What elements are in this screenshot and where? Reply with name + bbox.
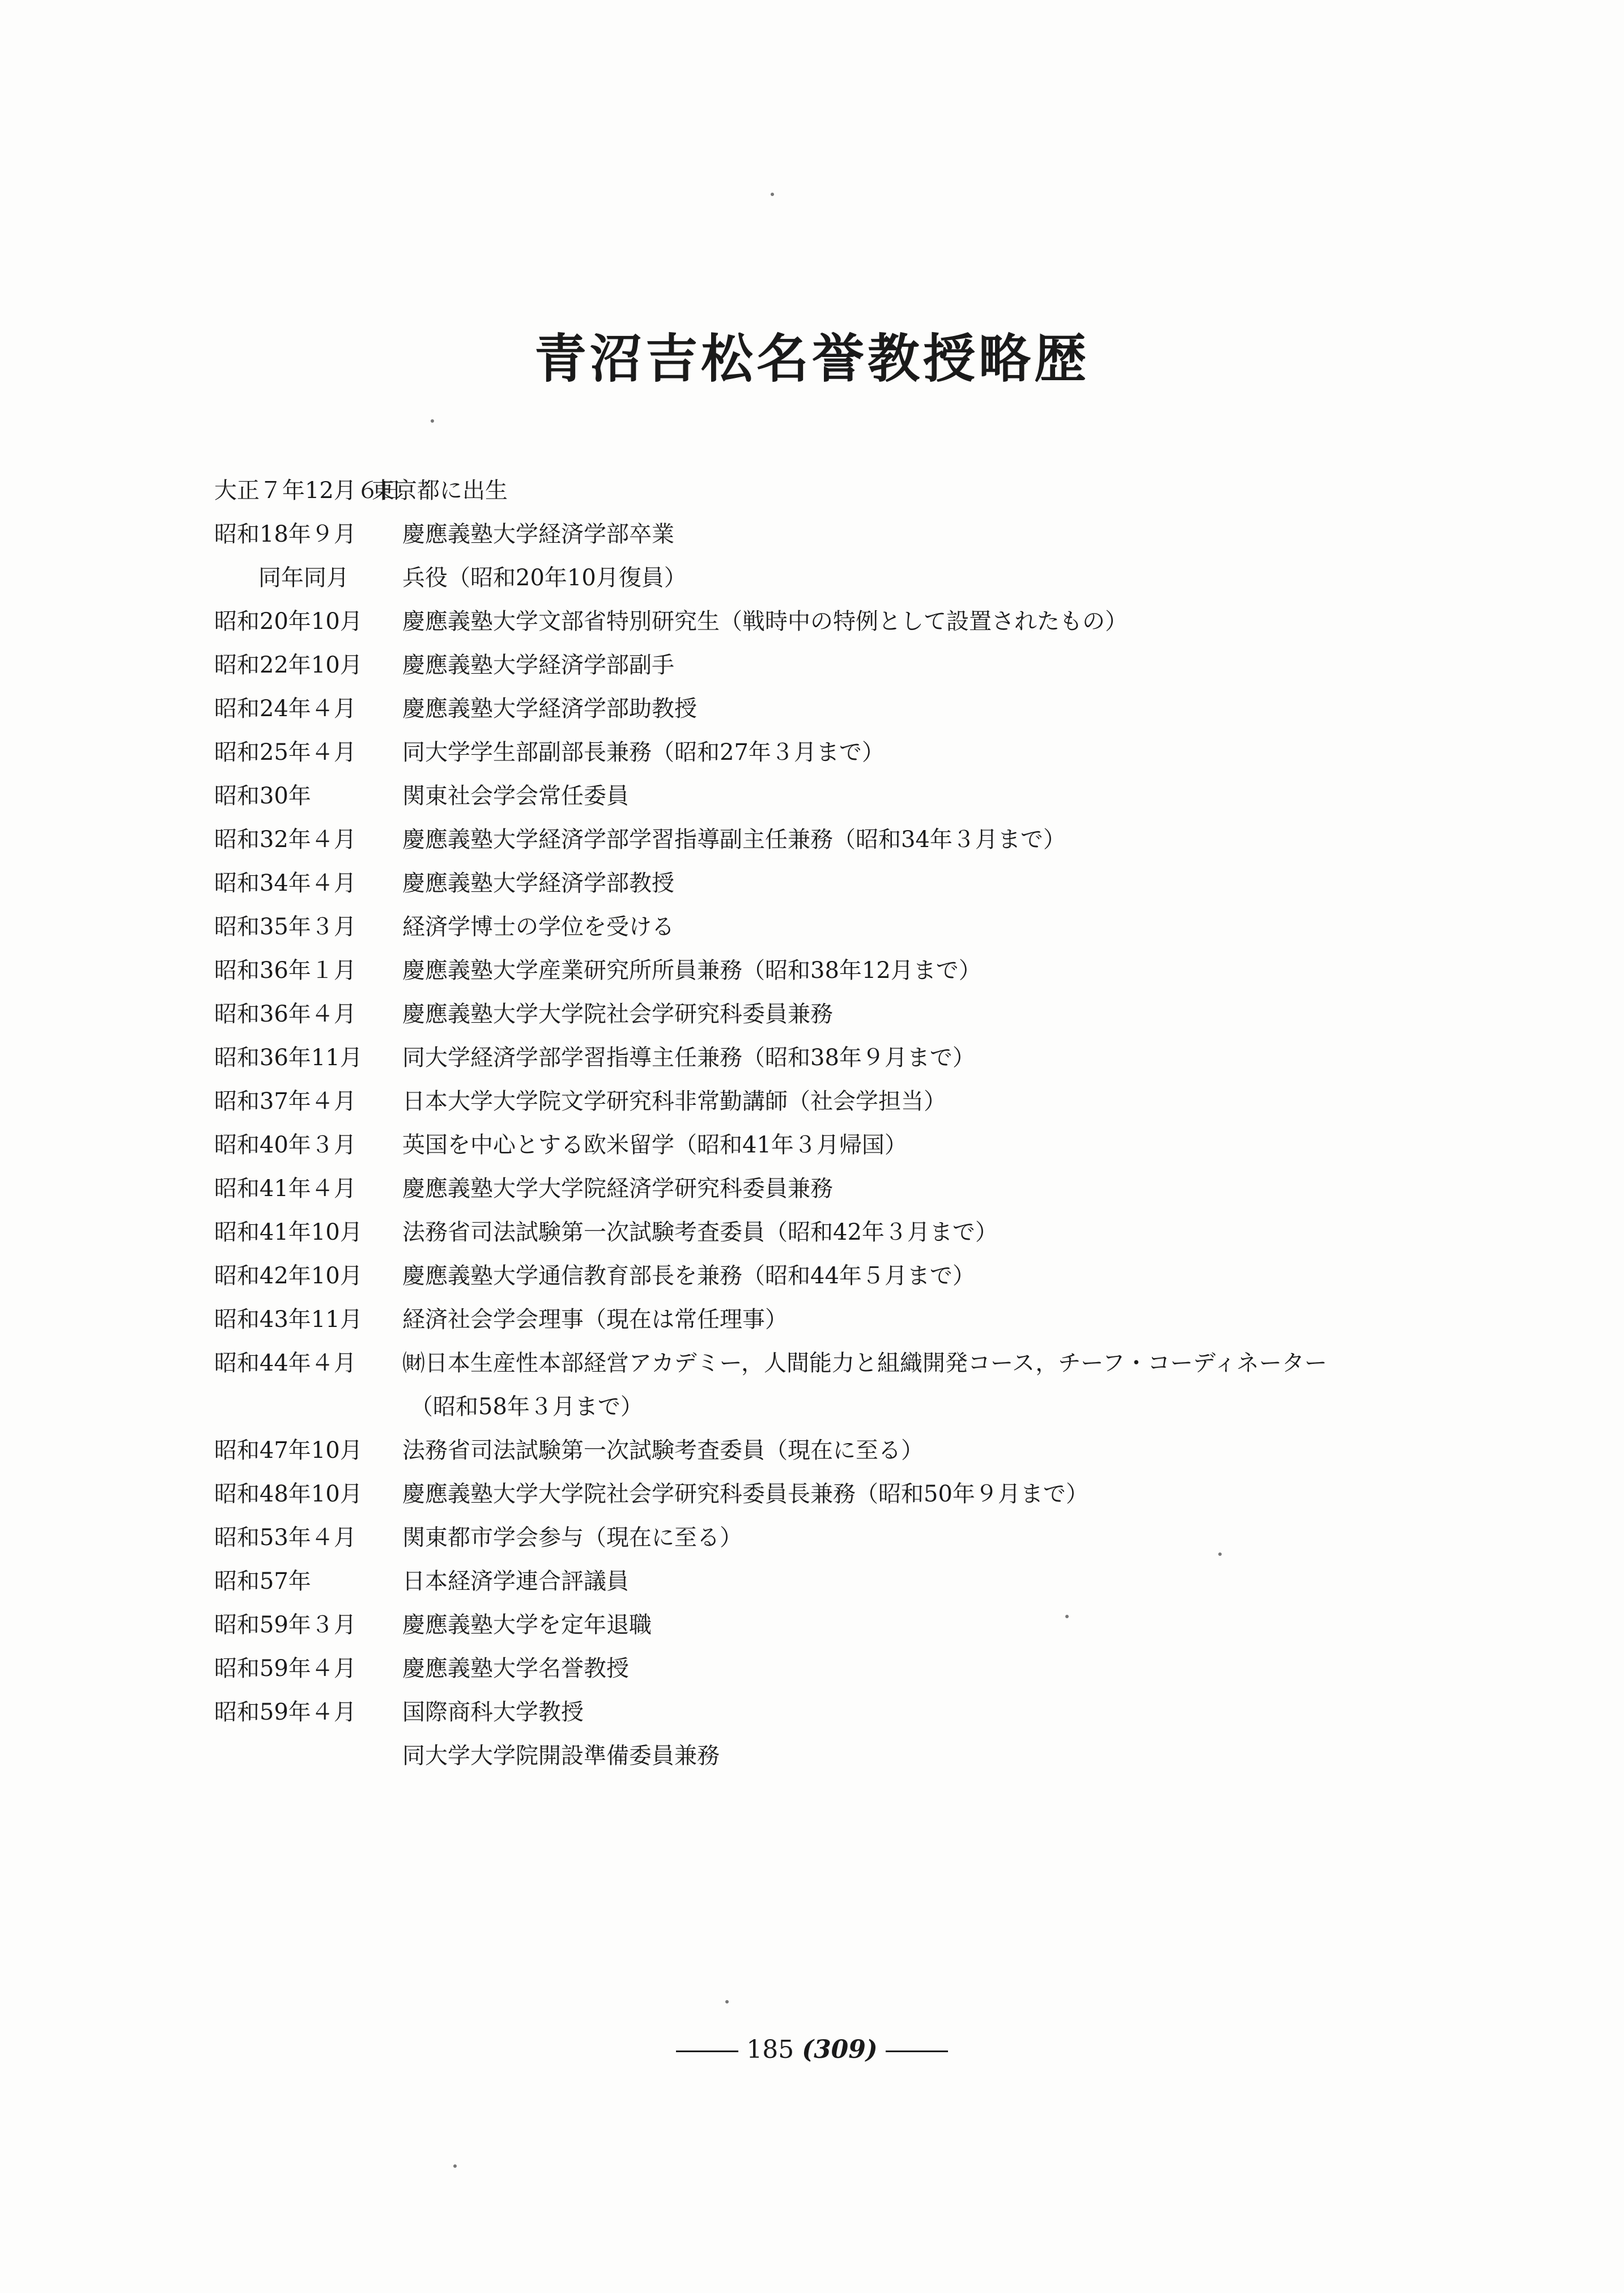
list-item: [214, 1167, 1432, 1211]
list-item: [214, 1691, 1432, 1734]
footer-dash-right: [886, 2050, 948, 2052]
entry-event: 慶應義塾大学文部省特別研究生（戦時中の特例として設置されたもの）: [402, 609, 1128, 635]
list-item: [214, 949, 1432, 993]
entry-date: 同年同月: [258, 565, 349, 591]
entry-date: 昭和53年４月: [214, 1525, 356, 1551]
entry-event: （昭和58年３月まで）: [410, 1394, 643, 1420]
entry-date: 昭和57年: [214, 1568, 311, 1594]
list-item: [214, 469, 1432, 513]
entry-event: 同大学大学院開設準備委員兼務: [402, 1743, 720, 1769]
list-item: [214, 993, 1432, 1036]
career-list: [214, 469, 1432, 1778]
entry-event: 日本経済学連合評議員: [402, 1568, 629, 1594]
entry-event: ㈶日本生産性本部経営アカデミー，人間能力と組織開発コース，チーフ・コーディネーター: [402, 1350, 1327, 1376]
list-item: [214, 687, 1432, 731]
list-item-continuation: [214, 1385, 1432, 1429]
page-footer: [0, 2035, 1624, 2064]
list-item: [214, 731, 1432, 775]
entry-event: 関東社会学会常任委員: [402, 783, 629, 809]
entry-event: 国際商科大学教授: [402, 1699, 584, 1725]
page-number: 185: [746, 2035, 794, 2064]
list-item: [214, 556, 1432, 600]
entry-event: 同大学学生部副部長兼務（昭和27年３月まで）: [402, 739, 885, 765]
entry-date: 昭和59年４月: [214, 1699, 356, 1725]
entry-date: 昭和35年３月: [214, 914, 356, 940]
entry-date: 昭和41年10月: [214, 1219, 363, 1245]
entry-date: 昭和42年10月: [214, 1263, 363, 1289]
entry-event: 慶應義塾大学経済学部副手: [402, 652, 674, 678]
entry-event: 慶應義塾大学通信教育部長を兼務（昭和44年５月まで）: [402, 1263, 975, 1289]
entry-event: 関東都市学会参与（現在に至る）: [402, 1525, 742, 1551]
entry-date: 昭和25年４月: [214, 739, 356, 765]
entry-date: 昭和48年10月: [214, 1481, 363, 1507]
entry-event: 経済社会学会理事（現在は常任理事）: [402, 1307, 788, 1333]
entry-event: 慶應義塾大学経済学部卒業: [402, 521, 674, 547]
footer-dash-left: [676, 2050, 738, 2052]
list-item: [214, 1211, 1432, 1254]
entry-event: 東京都に出生: [372, 478, 508, 504]
entry-event: 慶應義塾大学経済学部教授: [402, 870, 674, 896]
list-item: [214, 1080, 1432, 1124]
page-title: 青沼吉松名誉教授略歴: [534, 328, 1090, 389]
list-item: [214, 1560, 1432, 1603]
entry-event: 慶應義塾大学経済学部学習指導副主任兼務（昭和34年３月まで）: [402, 827, 1066, 853]
entry-date: 昭和36年１月: [214, 958, 356, 984]
entry-event: 兵役（昭和20年10月復員）: [402, 565, 687, 591]
list-item: [214, 1298, 1432, 1342]
entry-date: 昭和18年９月: [214, 521, 356, 547]
entry-date: 昭和32年４月: [214, 827, 356, 853]
entry-date: 昭和24年４月: [214, 696, 356, 722]
entry-date: 昭和41年４月: [214, 1176, 356, 1202]
list-item: [214, 1516, 1432, 1560]
scan-speck: [1218, 1552, 1222, 1556]
entry-event: 法務省司法試験第一次試験考査委員（現在に至る）: [402, 1437, 924, 1464]
list-item: [214, 1254, 1432, 1298]
entry-date: 昭和47年10月: [214, 1437, 363, 1464]
entry-date: 昭和40年３月: [214, 1132, 356, 1158]
entry-event: 慶應義塾大学名誉教授: [402, 1656, 629, 1682]
list-item: [214, 1342, 1432, 1385]
entry-event: 英国を中心とする欧米留学（昭和41年３月帰国）: [402, 1132, 907, 1158]
scan-speck: [431, 419, 434, 423]
list-item: [214, 1036, 1432, 1080]
list-item: [214, 1124, 1432, 1167]
entry-event: 慶應義塾大学大学院社会学研究科委員長兼務（昭和50年９月まで）: [402, 1481, 1089, 1507]
list-item: [214, 775, 1432, 818]
entry-date: 昭和34年４月: [214, 870, 356, 896]
list-item: [214, 1734, 1432, 1778]
list-item: [214, 1603, 1432, 1647]
entry-date: 大正７年12月６日: [214, 478, 402, 504]
list-item: [214, 1473, 1432, 1516]
list-item: [214, 862, 1432, 905]
entry-date: 昭和36年11月: [214, 1045, 363, 1071]
entry-event: 同大学経済学部学習指導主任兼務（昭和38年９月まで）: [402, 1045, 975, 1071]
scan-speck: [1065, 1615, 1069, 1618]
entry-date: 昭和59年４月: [214, 1656, 356, 1682]
entry-date: 昭和44年４月: [214, 1350, 356, 1376]
original-page-number: (309): [802, 2035, 878, 2064]
entry-event: 経済学博士の学位を受ける: [402, 914, 674, 940]
entry-date: 昭和36年４月: [214, 1001, 356, 1027]
entry-event: 慶應義塾大学大学院経済学研究科委員兼務: [402, 1176, 833, 1202]
list-item: [214, 1429, 1432, 1473]
entry-date: 昭和30年: [214, 783, 311, 809]
entry-date: 昭和20年10月: [214, 609, 363, 635]
entry-event: 法務省司法試験第一次試験考査委員（昭和42年３月まで）: [402, 1219, 998, 1245]
scan-speck: [453, 2164, 457, 2168]
list-item: [214, 513, 1432, 556]
entry-date: 昭和37年４月: [214, 1088, 356, 1114]
list-item: [214, 905, 1432, 949]
entry-event: 慶應義塾大学経済学部助教授: [402, 696, 697, 722]
entry-event: 慶應義塾大学大学院社会学研究科委員兼務: [402, 1001, 833, 1027]
list-item: [214, 644, 1432, 687]
entry-event: 慶應義塾大学を定年退職: [402, 1612, 652, 1638]
entry-date: 昭和59年３月: [214, 1612, 356, 1638]
scan-speck: [725, 2000, 729, 2003]
scan-speck: [771, 193, 774, 196]
list-item: [214, 818, 1432, 862]
entry-event: 慶應義塾大学産業研究所所員兼務（昭和38年12月まで）: [402, 958, 981, 984]
entry-date: 昭和22年10月: [214, 652, 363, 678]
list-item: [214, 600, 1432, 644]
entry-event: 日本大学大学院文学研究科非常勤講師（社会学担当）: [402, 1088, 946, 1114]
entry-date: 昭和43年11月: [214, 1307, 363, 1333]
list-item: [214, 1647, 1432, 1691]
